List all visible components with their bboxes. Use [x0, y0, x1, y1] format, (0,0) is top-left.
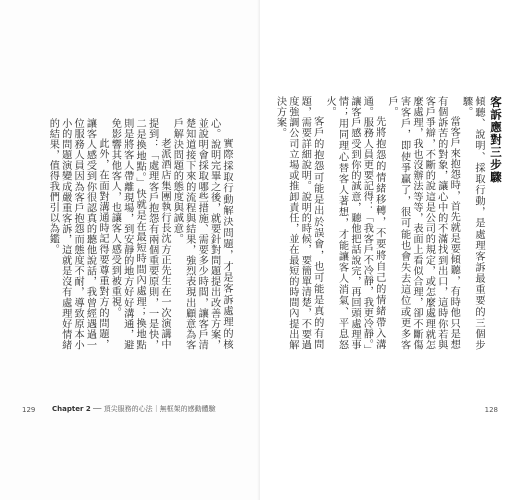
left-paragraph-1: 實際採取行動解決問題，才是客訴處理的核心。說明完畢之後，就要針對問題提出改善方案，並說明會採取哪些措施、需要多少時間，讓客戶清楚知道接下來的流程與結果，強烈表現出顧意為客戶解決問題的態度與誠意。 — [171, 118, 232, 350]
right-page — [260, 0, 520, 500]
running-head-chapter: Chapter 2 — [52, 405, 91, 413]
running-head — [52, 404, 216, 414]
left-page-number: 129 — [22, 406, 36, 414]
left-paragraph-3: 此外，在面對溝通時記得要尊重對方的問題，讓客人感受到你很認真的聽他說話，我曾經遇過一位服務人員因為客戶抱怨而態度不耐，導致原本小小的問題演變成嚴重客訴，這就是沒有處理好情緒的結果，值得我們引以為鑑。 — [47, 118, 108, 350]
running-head-separator: ── — [92, 405, 104, 413]
left-page-body — [32, 118, 232, 350]
left-paragraph-2: 老派酒店集團執行長沈方正先生在一次演講中提到：「處理客戶抱怨有兩個重要原則，一是快，二是換地點。」快就是在最短時間內處理；換地點則是將客人帶離現場，到安靜的地方好好溝通，避免影響其他客人，也讓客人感受到被重視。 — [109, 118, 170, 350]
running-head-title: 頂尖服務的心法｜無框架的感動體驗 — [103, 405, 216, 413]
right-paragraph-3: 先將抱怨的情緒移轉，不要將自己的情緒帶入溝通。服務人員更要記得：「我客戶不冷靜，我更冷靜。」讓客戶感受到你的誠意，聽他把話說完，再回頭處理事情；用同理心替客人著想，才能讓客人消氣、平息怒火。 — [324, 96, 385, 350]
right-paragraph-2: 當客戶來抱怨時，首先就是要傾聽，有時他只是想有個訴苦的對象，讓心中的不滿找到出口，這時你若與客戶爭辯，不斷的說這是公司的規定，或怎麼處理就怎麼處理，我也沒辦法等等，表面上看似合理，卻不斷傷害客戶，即使爭贏了，很可能也會失去這位或更多客戶。 — [386, 96, 460, 350]
right-page-body — [274, 96, 484, 350]
section-heading: 客訴應對三步驟 — [489, 96, 503, 184]
right-page-number: 128 — [484, 406, 498, 414]
right-paragraph-4: 客戶的抱怨可能是出於誤會，也可能是真的有問題，需要詳細說明。說明的時候，要簡單清楚，不要過度強調公司立場或推卸責任，並在最短的時間內提出解決方案。 — [274, 96, 323, 350]
right-paragraph-1: 傾聽、說明、採取行動，是處理客訴最重要的三個步驟。 — [460, 96, 484, 350]
